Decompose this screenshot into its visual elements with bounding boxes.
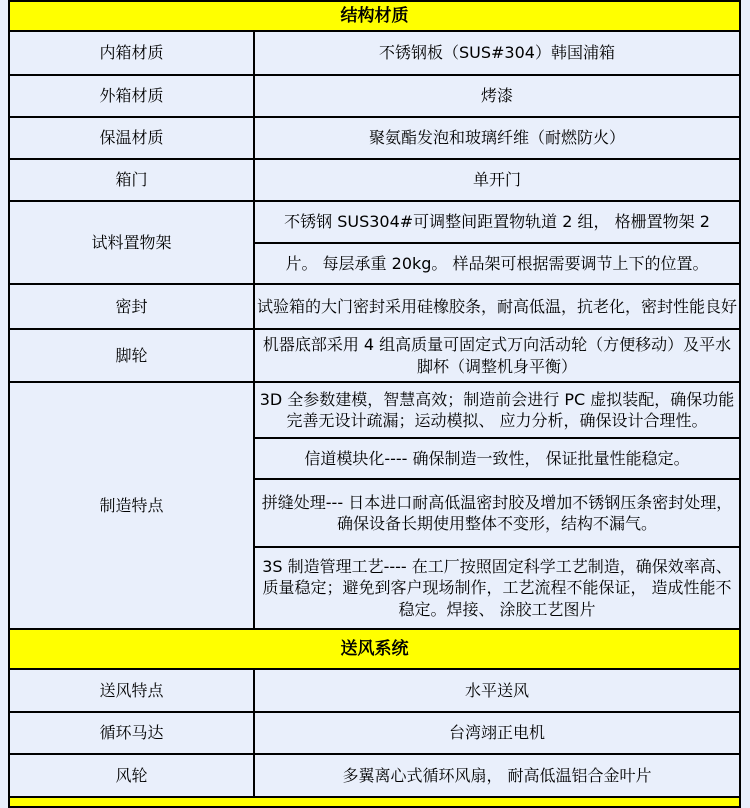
row-value-casters: 机器底部采用 4 组高质量可固定式万向活动轮（方便移动）及平水脚杯（调整机身平衡） <box>254 329 740 382</box>
row-value-outer-box-material: 烤漆 <box>254 75 740 117</box>
table-row <box>9 284 740 329</box>
row-label-air-supply-features: 送风特点 <box>9 669 254 712</box>
row-label-chamber-door: 箱门 <box>9 159 254 201</box>
section-header-structure-materials: 结构材质 <box>9 1 740 31</box>
table-row <box>9 75 740 117</box>
row-label-fan-wheel: 风轮 <box>9 754 254 797</box>
table-row <box>9 159 740 201</box>
row-value-fan-wheel: 多翼离心式循环风扇， 耐高低温铝合金叶片 <box>254 754 740 797</box>
row-value-manufacturing-features-3: 拼缝处理--- 日本进口耐高低温密封胶及增加不锈钢压条密封处理，确保设备长期使用整体不变形，结构不漏气。 <box>254 479 740 547</box>
table-row <box>9 117 740 159</box>
row-value-manufacturing-features-1: 3D 全参数建模，智慧高效；制造前会进行 PC 虚拟装配，确保功能完善无设计疏漏；运动模拟、 应力分析，确保设计合理性。 <box>254 382 740 438</box>
section-header-air-supply-system: 送风系统 <box>9 629 740 669</box>
row-value-manufacturing-features-2: 信道模块化---- 确保制造一致性， 保证批量性能稳定。 <box>254 438 740 479</box>
row-label-insulation-material: 保温材质 <box>9 117 254 159</box>
row-label-outer-box-material: 外箱材质 <box>9 75 254 117</box>
table-row <box>9 629 740 669</box>
row-label-inner-box-material: 内箱材质 <box>9 31 254 75</box>
table-row <box>9 1 740 31</box>
row-label-circulation-motor: 循环马达 <box>9 712 254 754</box>
table-row <box>9 382 740 438</box>
section-header-bottom-cutoff <box>9 797 740 807</box>
row-value-sealing: 试验箱的大门密封采用硅橡胶条，耐高低温，抗老化，密封性能良好 <box>254 284 740 329</box>
spec-table <box>8 0 741 808</box>
row-label-sealing: 密封 <box>9 284 254 329</box>
table-row <box>9 797 740 807</box>
table-row <box>9 31 740 75</box>
row-label-sample-shelf: 试料置物架 <box>9 201 254 284</box>
table-row <box>9 329 740 382</box>
table-row <box>9 754 740 797</box>
row-value-insulation-material: 聚氨酯发泡和玻璃纤维（耐燃防火） <box>254 117 740 159</box>
row-value-manufacturing-features-4: 3S 制造管理工艺---- 在工厂按照固定科学工艺制造，确保效率高、质量稳定；避免到客户现场制作，工艺流程不能保证， 造成性能不稳定。焊接、 涂胶工艺图片 <box>254 547 740 629</box>
row-value-sample-shelf-2: 片。 每层承重 20kg。 样品架可根据需要调节上下的位置。 <box>254 243 740 284</box>
row-value-chamber-door: 单开门 <box>254 159 740 201</box>
row-value-inner-box-material: 不锈钢板（SUS#304）韩国浦箱 <box>254 31 740 75</box>
table-row <box>9 201 740 243</box>
row-value-circulation-motor: 台湾翊正电机 <box>254 712 740 754</box>
row-label-manufacturing-features: 制造特点 <box>9 382 254 629</box>
row-value-air-supply-features: 水平送风 <box>254 669 740 712</box>
table-row <box>9 712 740 754</box>
row-label-casters: 脚轮 <box>9 329 254 382</box>
table-row <box>9 669 740 712</box>
row-value-sample-shelf-1: 不锈钢 SUS304#可调整间距置物轨道 2 组， 格栅置物架 2 <box>254 201 740 243</box>
